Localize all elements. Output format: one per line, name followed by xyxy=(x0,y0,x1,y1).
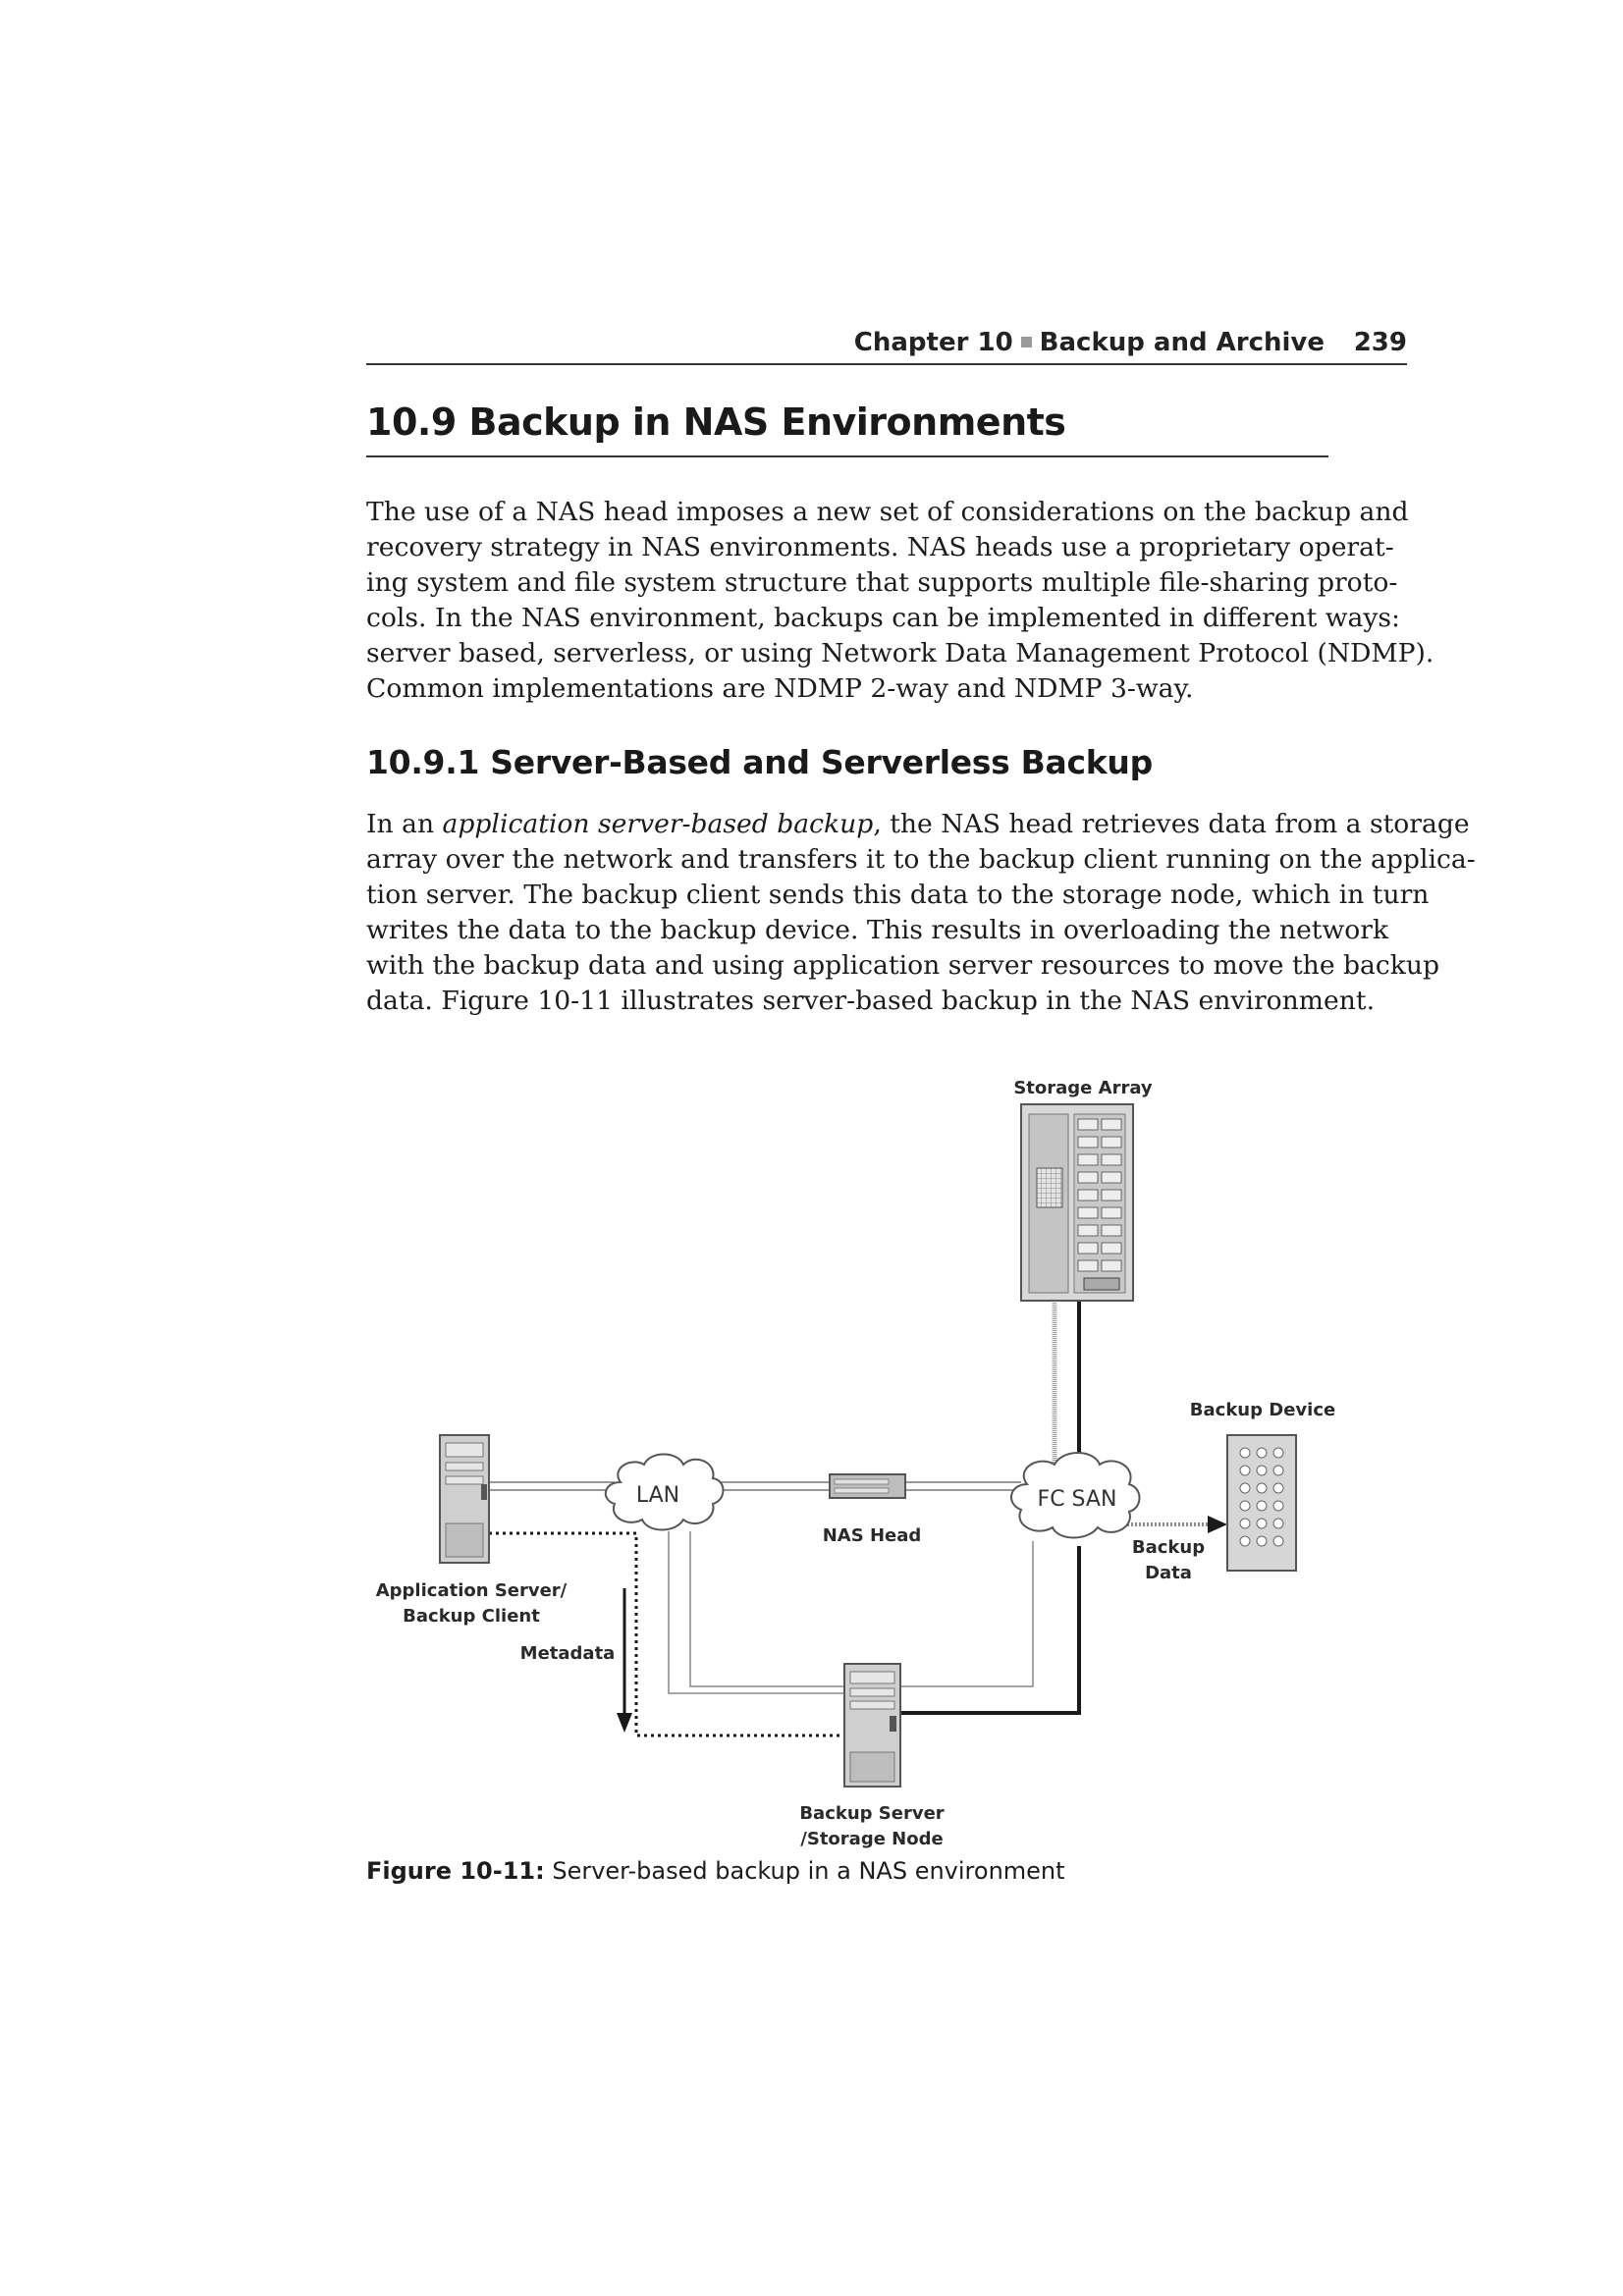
paragraph-line: writes the data to the backup device. This results in overloading the network xyxy=(366,915,1389,945)
backup-data-label: Data xyxy=(1145,1563,1192,1583)
storage-array-label: Storage Array xyxy=(1013,1078,1153,1098)
backup-device xyxy=(1227,1435,1296,1571)
fc-san-cloud xyxy=(1011,1453,1140,1538)
line-prefix: In an xyxy=(366,809,443,839)
line-suffix: , the NAS head retrieves data from a storage xyxy=(873,809,1470,839)
nas-head xyxy=(830,1474,905,1498)
chapter-title: Backup and Archive xyxy=(1039,328,1325,357)
section-title: 10.9 Backup in NAS Environments xyxy=(366,400,1328,457)
backup-device-label: Backup Device xyxy=(1189,1400,1336,1420)
paragraph-line: Common implementations are NDMP 2-way and NDMP 3-way. xyxy=(366,673,1194,704)
caption-label: Figure 10-11: xyxy=(366,1857,545,1885)
backup-server-label: Backup Server xyxy=(799,1803,945,1824)
lan-cloud xyxy=(606,1455,724,1530)
paragraph-line: ing system and file system structure that supports multiple file-sharing proto- xyxy=(366,567,1398,598)
fc-san-label: FC SAN xyxy=(1037,1487,1117,1512)
paragraph-line: server based, serverless, or using Network Data Management Protocol (NDMP). xyxy=(366,638,1434,668)
backup-server-label: /Storage Node xyxy=(800,1829,944,1849)
metadata-label: Metadata xyxy=(519,1643,616,1664)
figure-caption xyxy=(366,1857,1065,1885)
lan-label: LAN xyxy=(635,1483,680,1508)
application-server-label: Application Server/ xyxy=(375,1580,568,1601)
chapter-number: Chapter 10 xyxy=(853,328,1013,357)
subsection-title: 10.9.1 Server-Based and Serverless Backup xyxy=(366,743,1153,781)
italic-term: application server-based backup xyxy=(442,809,874,839)
paragraph-line: array over the network and transfers it to the backup client running on the applica- xyxy=(366,844,1476,875)
application-server-label: Backup Client xyxy=(403,1606,540,1627)
paragraph-line: data. Figure 10-11 illustrates server-based backup in the NAS environment. xyxy=(366,986,1376,1016)
storage-array xyxy=(1021,1104,1133,1301)
backup-data-label: Backup xyxy=(1131,1537,1206,1558)
application-server xyxy=(440,1435,489,1563)
backup-server xyxy=(844,1664,900,1787)
paragraph-line: cols. In the NAS environment, backups can be implemented in different ways: xyxy=(366,603,1400,633)
paragraph-line: with the backup data and using application server resources to move the backup xyxy=(366,950,1440,981)
paragraph-line: The use of a NAS head imposes a new set of considerations on the backup and xyxy=(366,497,1409,527)
caption-text: Server-based backup in a NAS environment xyxy=(544,1857,1065,1885)
nas-head-label: NAS Head xyxy=(822,1525,922,1546)
paragraph-line: recovery strategy in NAS environments. NAS heads use a proprietary operat- xyxy=(366,532,1394,562)
page-number: 239 xyxy=(1353,328,1407,357)
paragraph-line: tion server. The backup client sends this data to the storage node, which in turn xyxy=(366,880,1430,910)
